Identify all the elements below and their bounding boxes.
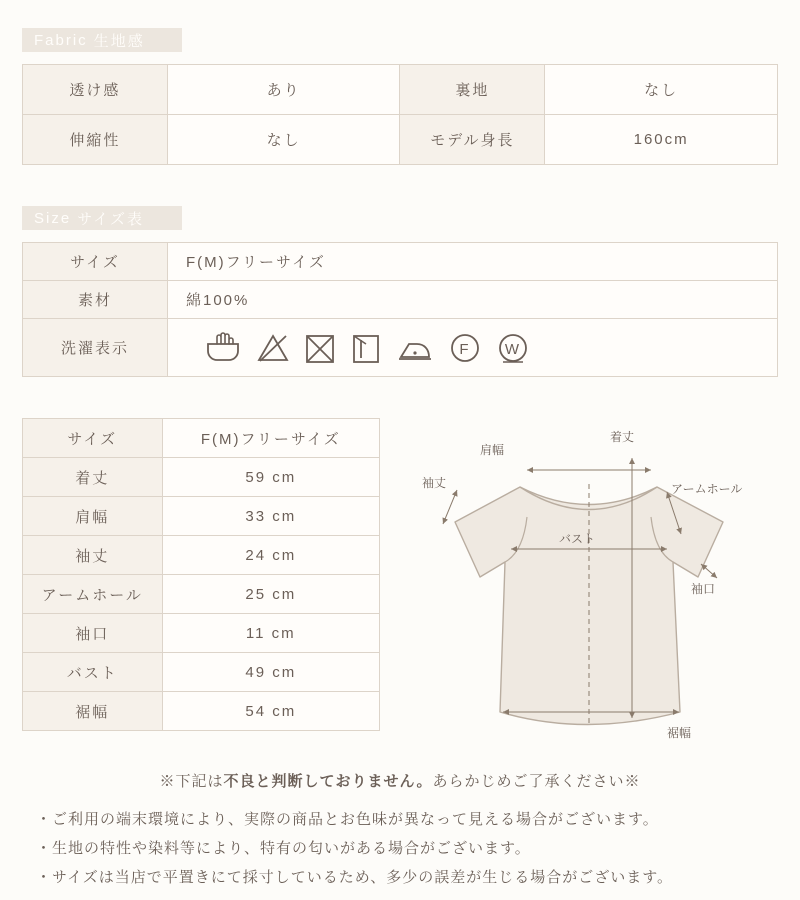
meas-row2-label: 袖丈 <box>23 536 163 575</box>
size-spec-table <box>22 242 778 377</box>
label-cuff: 袖口 <box>691 582 716 596</box>
disclaimer-line-3: ・サイズは当店で平置きにて採寸しているため、多少の誤差が生じる場合がございます。 <box>36 869 674 886</box>
wet-clean-w-icon <box>496 331 530 365</box>
label-sleeve-length: 袖丈 <box>422 476 447 490</box>
disclaimer-block <box>0 770 800 892</box>
measurement-table <box>22 418 380 731</box>
fabric-row0-value1: あり <box>167 65 400 115</box>
size-row1-label: 素材 <box>23 281 168 319</box>
size-row0-value: F(M)フリーサイズ <box>168 243 778 281</box>
garment-diagram <box>395 412 785 757</box>
section-header-fabric-jp: 生地感 <box>93 32 145 50</box>
disclaimer-heading-strong: 不良と判断しておりません。 <box>223 773 433 790</box>
dry-clean-f-icon <box>448 331 482 365</box>
drip-dry-in-shade-icon <box>350 332 382 364</box>
section-header-fabric <box>22 28 182 52</box>
label-armhole: アームホール <box>671 482 743 496</box>
fabric-row1-value2: 160cm <box>545 115 778 165</box>
size-row1-value: 綿100% <box>168 281 778 319</box>
meas-row1-label: 肩幅 <box>23 497 163 536</box>
fabric-row1-label2: モデル身長 <box>400 115 545 165</box>
svg-text:W: W <box>504 340 522 358</box>
meas-row4-value: 11 cm <box>162 614 379 653</box>
section-header-size-en: Size <box>34 209 72 227</box>
table-row <box>23 65 778 115</box>
section-header-size-jp: サイズ表 <box>77 210 144 228</box>
meas-row6-value: 54 cm <box>162 692 379 731</box>
fabric-table <box>22 64 778 165</box>
no-bleach-icon <box>256 332 290 364</box>
disclaimer-heading-post: あらかじめご了承ください※ <box>432 773 641 790</box>
meas-row2-value: 24 cm <box>162 536 379 575</box>
meas-row4-label: 袖口 <box>23 614 163 653</box>
table-row <box>23 692 380 731</box>
table-row <box>23 614 380 653</box>
label-bust: バスト <box>559 532 596 546</box>
no-tumble-dry-icon <box>304 332 336 364</box>
wash-symbols-group <box>186 320 776 375</box>
meas-row0-value: 59 cm <box>162 458 379 497</box>
table-row <box>23 281 778 319</box>
meas-row6-label: 裾幅 <box>23 692 163 731</box>
meas-row0-label: 着丈 <box>23 458 163 497</box>
table-row <box>23 115 778 165</box>
section-header-size <box>22 206 182 230</box>
table-row <box>23 419 380 458</box>
table-row <box>23 575 380 614</box>
section-header-fabric-en: Fabric <box>34 31 88 49</box>
meas-row5-value: 49 cm <box>162 653 379 692</box>
svg-text:F: F <box>459 340 471 358</box>
disclaimer-heading <box>0 770 800 791</box>
label-hem: 裾幅 <box>667 726 692 740</box>
wash-symbols-cell <box>168 319 778 377</box>
fabric-row0-label2: 裏地 <box>400 65 545 115</box>
disclaimer-line-1: ・ご利用の端末環境により、実際の商品とお色味が異なって見える場合がございます。 <box>36 811 659 828</box>
meas-row1-value: 33 cm <box>162 497 379 536</box>
meas-row3-value: 25 cm <box>162 575 379 614</box>
table-row <box>23 458 380 497</box>
hand-wash-icon <box>204 332 242 364</box>
meas-header-value: F(M)フリーサイズ <box>162 419 379 458</box>
table-row <box>23 243 778 281</box>
fabric-row0-value2: なし <box>545 65 778 115</box>
label-shoulder: 肩幅 <box>480 443 505 457</box>
fabric-row1-value1: なし <box>167 115 400 165</box>
disclaimer-line-2: ・生地の特性や染料等により、特有の匂いがある場合がございます。 <box>36 840 531 857</box>
size-row0-label: サイズ <box>23 243 168 281</box>
meas-row5-label: バスト <box>23 653 163 692</box>
iron-low-icon <box>396 332 434 364</box>
meas-row3-label: アームホール <box>23 575 163 614</box>
meas-header-label: サイズ <box>23 419 163 458</box>
fabric-row1-label1: 伸縮性 <box>23 115 168 165</box>
label-length: 着丈 <box>610 430 635 444</box>
disclaimer-heading-pre: ※下記は <box>159 773 224 790</box>
fabric-row0-label1: 透け感 <box>23 65 168 115</box>
table-row <box>23 536 380 575</box>
size-row2-label: 洗濯表示 <box>23 319 168 377</box>
table-row <box>23 319 778 377</box>
table-row <box>23 653 380 692</box>
table-row <box>23 497 380 536</box>
